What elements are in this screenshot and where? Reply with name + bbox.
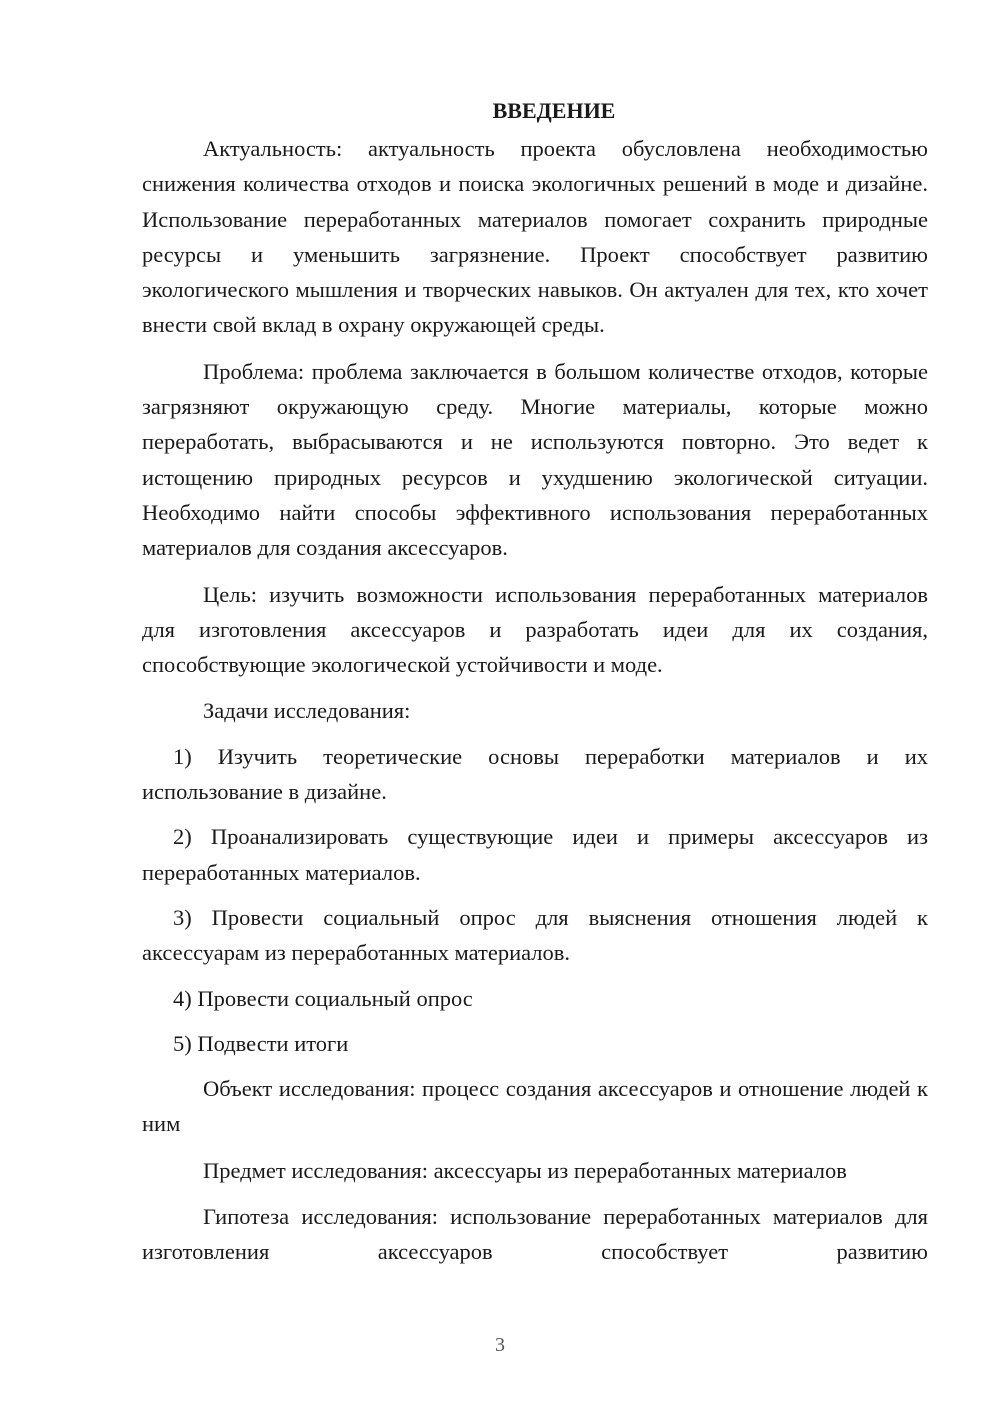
task-item-5: 5) Подвести итоги <box>173 1030 349 1056</box>
section-title: ВВЕДЕНИЕ <box>492 98 616 123</box>
paragraph-relevance: Актуальность: актуальность проекта обусловлена необходимостью снижения количества отходов и поиска экологичных решений в моде и дизайне. Использование переработанных материалов помогает сохранить природные ресурсы и уменьшить загрязнение. Проект способствует развитию экологического мышления и творческих навыков. Он актуален для тех, кто хочет внести свой вклад в охрану окружающей среды. <box>142 136 928 338</box>
paragraph-problem: Проблема: проблема заключается в большом количестве отходов, которые загрязняют окружающую среду. Многие материалы, которые можно переработать, выбрасываются и не используются повторно. Это ведет к истощению природных ресурсов и ухудшению экологической ситуации. Необходимо найти способы эффективного использования переработанных материалов для создания аксессуаров. <box>142 358 928 561</box>
paragraph-hypothesis: Гипотеза исследования: использование переработанных материалов для изготовления аксессуаров способствует развитию <box>142 1204 928 1265</box>
tasks-heading: Задачи исследования: <box>203 698 411 724</box>
paragraph-goal: Цель: изучить возможности использования переработанных материалов для изготовления аксессуаров и разработать идеи для их создания, способствующие экологической устойчивости и моде. <box>142 581 928 678</box>
task-item-2: 2) Проанализировать существующие идеи и примеры аксессуаров из переработанных материалов. <box>142 824 928 885</box>
task-item-3: 3) Провести социальный опрос для выяснения отношения людей к аксессуарам из переработанных материалов. <box>142 904 928 966</box>
task-item-1: 1) Изучить теоретические основы переработки материалов и их использование в дизайне. <box>142 743 928 805</box>
paragraph-object: Объект исследования: процесс создания аксессуаров и отношение людей к ним <box>142 1076 928 1137</box>
task-item-4: 4) Провести социальный опрос <box>173 985 473 1011</box>
page-number: 3 <box>495 1334 505 1356</box>
paragraph-subject: Предмет исследования: аксессуары из переработанных материалов <box>203 1157 847 1183</box>
